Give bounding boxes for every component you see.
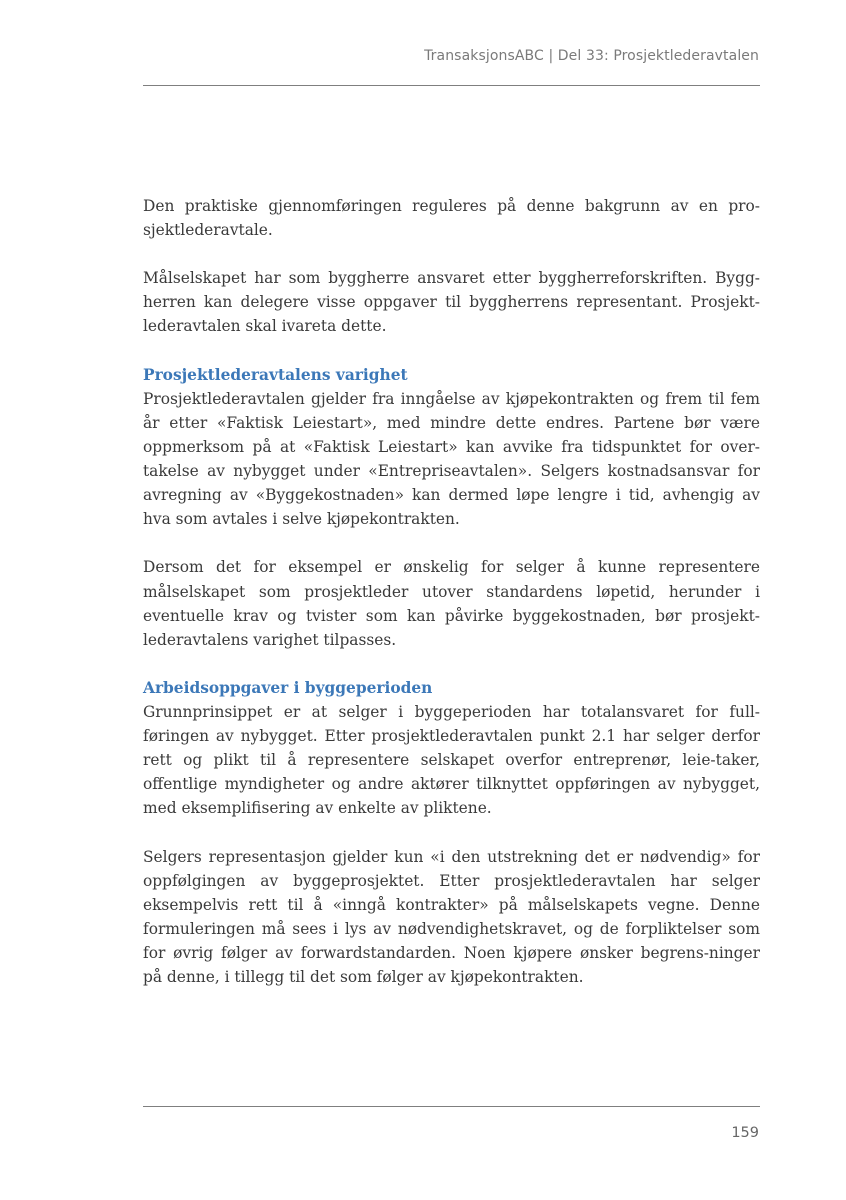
body-text: [143, 194, 760, 1013]
page-number: 159: [731, 1125, 759, 1141]
paragraph-varighet: Prosjektlederavtalen gjelder fra inngåelse av kjøpekontrakten og frem til fem år etter «Faktisk Leiestart», med mindre dette endres. Partene bør være oppmerksom på at «Faktisk Leiestart» kan avvike fra tidspunktet for over-takelse av nybygget under «Entrepriseavtalen». Selgers kostnadsansvar for avregning av «Byggekostnaden» kan dermed løpe lengre i tid, avhengig av hva som avtales i selve kjøpekontrakten.: [143, 389, 760, 529]
paragraph-selgers-representasjon: Selgers representasjon gjelder kun «i den utstrekning det er nødvendig» for oppfølgingen av byggeprosjektet. Etter prosjektlederavtalen har selger eksempelvis rett til å «inngå kontrakter» på målselskapets vegne. Denne formuleringen må sees i lys av nødvendighetskravet, og de forpliktelser som for øvrig følger av forwardstandarden. Noen kjøpere ønsker begrens-ninger på denne, i tillegg til det som følger av kjøpekontrakten.: [143, 847, 760, 986]
paragraph-grunnprinsipp: Grunnprinsippet er at selger i byggeperioden har totalansvaret for full-føringen av nybygget. Etter prosjektlederavtalen punkt 2.1 har selger derfor rett og plikt til å representere selskapet overfor entreprenør, leie-taker, offentlige myndigheter og andre aktører tilknyttet oppføringen av nybygget, med eksemplifisering av enkelte av pliktene.: [143, 702, 760, 818]
header-divider: [143, 85, 760, 86]
paragraph-representasjon: Dersom det for eksempel er ønskelig for selger å kunne representere målselskapet som prosjektleder utover standardens løpetid, herunder i eventuelle krav og tvister som kan påvirke byggekostnaden, bør prosjekt-lederavtalens varighet tilpasses.: [143, 558, 760, 649]
running-header: TransaksjonsABC | Del 33: Prosjektlederavtalen: [424, 48, 759, 64]
footer-divider: [143, 1106, 760, 1107]
paragraph-byggherre: Målselskapet har som byggherre ansvaret etter byggherreforskriften. Bygg-herren kan delegere visse oppgaver til byggherrens representant. Prosjekt-lederavtalen skal ivareta dette.: [143, 269, 760, 336]
section-heading-arbeidsoppgaver: Arbeidsoppgaver i byggeperioden: [143, 678, 433, 697]
paragraph-intro: Den praktiske gjennomføringen reguleres på denne bakgrunn av en pro-sjektlederavtale.: [143, 197, 760, 240]
section-heading-varighet: Prosjektlederavtalens varighet: [143, 365, 408, 384]
